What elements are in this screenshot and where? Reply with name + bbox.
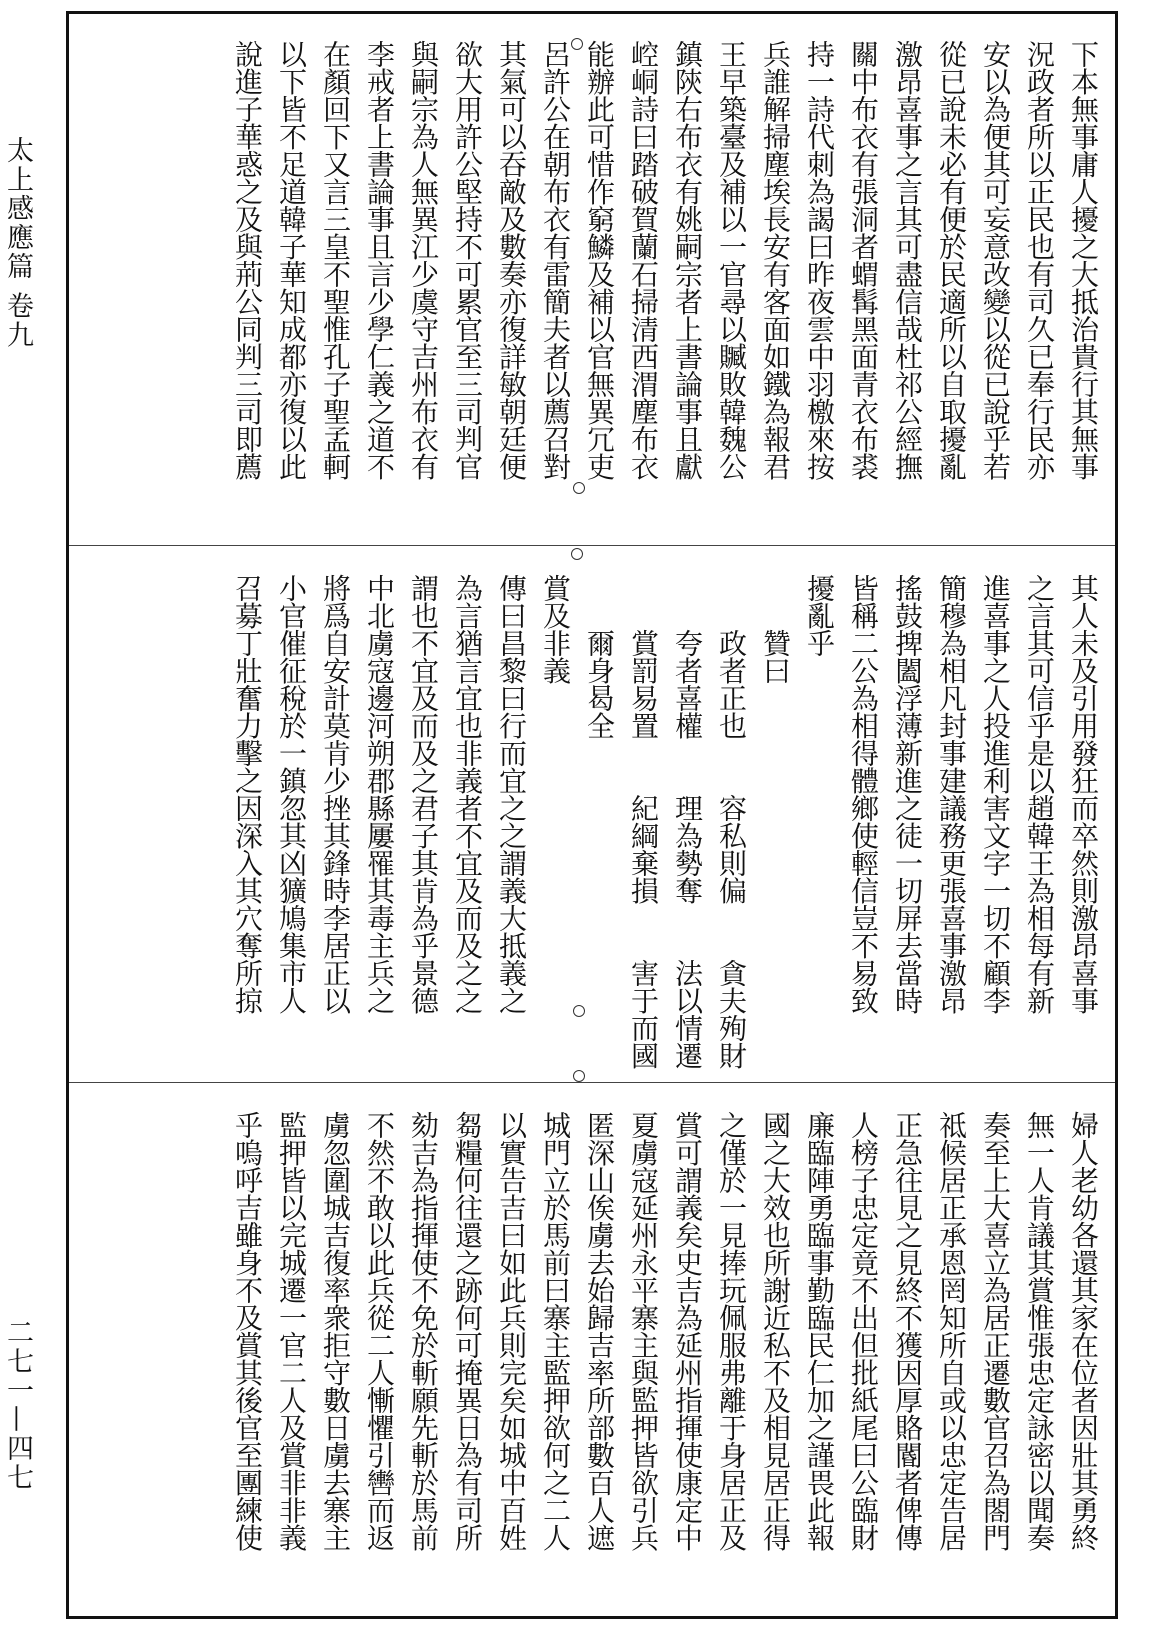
text-column: 在顏回下又言三皇不聖惟孔子聖孟軻 [319,40,352,480]
text-column: 城門立於馬前曰寨主監押欲何之二人 [539,1111,572,1551]
text-column: 人榜子忠定竟不出但批紙尾曰公臨財 [847,1111,880,1551]
text-column: 謂也不宜及而及之君子其肯為乎景德 [407,574,440,1014]
text-column: 賞及非義 [539,574,572,684]
text-column: 欲大用許公堅持不可累官至三司判官 [451,40,484,480]
text-column: 匿深山俟虜去始歸吉率所部數百人遮 [583,1111,616,1551]
text-column: 政者正也 容私則偏 貪夫殉財 [715,574,748,1069]
page-number: 二七一—四七 [2,1318,33,1492]
text-column: 爾身曷全 [583,574,616,739]
text-column: 下本無事庸人擾之大抵治貴行其無事 [1067,40,1100,480]
text-column: 之言其可信乎是以趙韓王為相每有新 [1023,574,1056,1014]
text-column: 中北虜寇邊河朔郡縣屢罹其毒主兵之 [363,574,396,1014]
text-column: 不然不敢以此兵從二人慚懼引轡而返 [363,1111,396,1551]
text-column: 將爲自安計莫肯少挫其鋒時李居正以 [319,574,352,1014]
text-column: 崆峒詩曰踏破賀蘭石掃清西渭塵布衣 [627,40,660,480]
panel-divider-bottom [69,1082,1115,1083]
text-column: 說進子華惑之及與荊公同判三司即薦 [231,40,264,480]
text-column: 祗候居正承恩罔知所自或以忠定告居 [935,1111,968,1551]
text-column: 夸者喜權 理為勢奪 法以情遷 [671,574,704,1069]
text-column: 婦人老幼各還其家在位者因壯其勇終 [1067,1111,1100,1551]
text-column: 夏虜寇延州永平寨主與監押皆欲引兵 [627,1111,660,1551]
text-column: 以下皆不足道韓子華知成都亦復以此 [275,40,308,480]
text-column: 虜忽圍城吉復率衆拒守數日虜去寨主 [319,1111,352,1551]
text-column: 從已說未必有便於民適所以自取擾亂 [935,40,968,480]
text-column: 國之大效也所謝近私不及相見居正得 [759,1111,792,1551]
text-column: 激昂喜事之言其可盡信哉杜祁公經撫 [891,40,924,480]
text-column: 召募丁壯奮力擊之因深入其穴奪所掠 [231,574,264,1014]
text-column: 監押皆以完城遷一官二人及賞非非義 [275,1111,308,1551]
running-title: 太上感應篇 卷九 [2,136,33,350]
text-column: 擾亂乎 [803,574,836,657]
text-column: 簡穆為相凡封事建議務更張喜事激昂 [935,574,968,1014]
text-panel-1 [105,40,1105,540]
text-panel-3 [105,1111,1105,1611]
text-column: 之僅於一見捧玩佩服弗離于身居正及 [715,1111,748,1551]
text-column: 皆稱二公為相得體鄉使輕信豈不易致 [847,574,880,1014]
text-column: 以實告吉曰如此兵則完矣如城中百姓 [495,1111,528,1551]
punctuation-circle [571,548,583,560]
text-column: 賞可謂義矣史吉為延州指揮使康定中 [671,1111,704,1551]
text-column: 賞罰易置 紀綱棄損 害于而國 [627,574,660,1069]
text-column: 傳曰昌黎曰行而宜之之謂義大抵義之 [495,574,528,1014]
text-column: 無一人肯議其賞惟張忠定詠密以聞奏 [1023,1111,1056,1551]
text-column: 況政者所以正民也有司久已奉行民亦 [1023,40,1056,480]
text-column: 安以為便其可妄意改變以從已說乎若 [979,40,1012,480]
text-column: 呂許公在朝布衣有雷簡夫者以薦召對 [539,40,572,480]
text-column: 關中布衣有張洞者蝟髯黑面青衣布裘 [847,40,880,480]
text-column: 與嗣宗為人無異江少虞守吉州布衣有 [407,40,440,480]
text-column: 持一詩代刺為謁曰昨夜雲中羽檄來按 [803,40,836,480]
text-column: 正急往見之見終不獲因厚賂閽者俾傳 [891,1111,924,1551]
text-column: 兵誰解掃塵埃長安有客面如鐵為報君 [759,40,792,480]
text-column: 廉臨陣勇臨事勤臨民仁加之謹畏此報 [803,1111,836,1551]
text-column: 進喜事之人投進利害文字一切不顧李 [979,574,1012,1014]
text-column: 芻糧何往還之跡何可掩異日為有司所 [451,1111,484,1551]
text-column: 能辦此可惜作窮鱗及補以官無異冗吏 [583,40,616,480]
text-column: 贊曰 [759,574,792,684]
text-panel-2 [105,574,1105,1074]
text-column: 乎嗚呼吉雖身不及賞其後官至團練使 [231,1111,264,1551]
text-column: 其人未及引用發狂而卒然則激昂喜事 [1067,574,1100,1014]
text-column: 王早築臺及補以一官尋以贓敗韓魏公 [715,40,748,480]
text-column: 為言猶言宜也非義者不宜及而及之之 [451,574,484,1014]
text-column: 李戒者上書論事且言少學仁義之道不 [363,40,396,480]
text-column: 搖鼓捭闔浮薄新進之徒一切屏去當時 [891,574,924,1014]
text-column: 奏至上大喜立為居正遷數官召為閤門 [979,1111,1012,1551]
text-column: 鎮陝右布衣有姚嗣宗者上書論事且獻 [671,40,704,480]
text-column: 其氣可以吞敵及數奏亦復詳敏朝廷便 [495,40,528,480]
panel-divider-top [69,545,1115,546]
text-column: 小官催征稅於一鎮忽其凶獷鳩集市人 [275,574,308,1014]
text-column: 劾吉為指揮使不免於斬願先斬於馬前 [407,1111,440,1551]
